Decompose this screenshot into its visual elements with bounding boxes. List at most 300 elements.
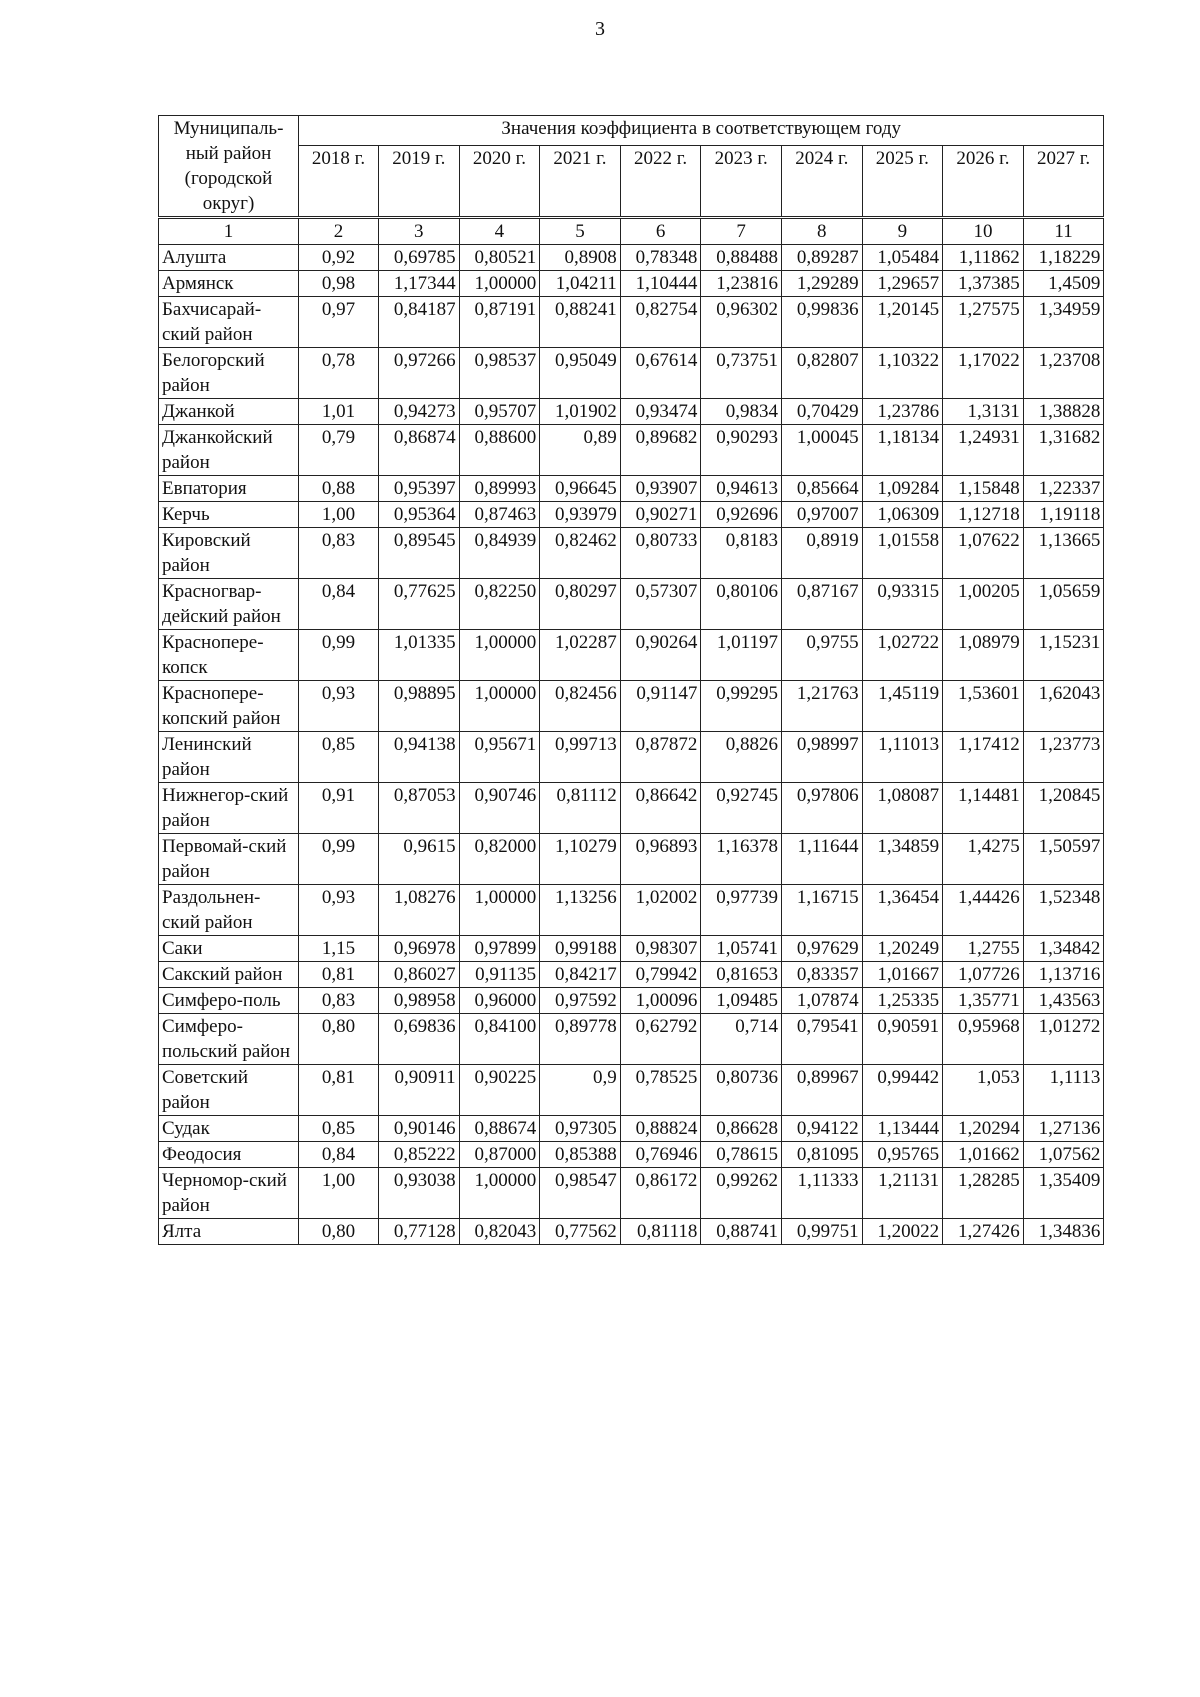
coefficient-value: 1,24931 xyxy=(943,425,1024,476)
coefficient-value: 1,29657 xyxy=(862,271,943,297)
coefficient-value: 0,86628 xyxy=(701,1116,782,1142)
coefficient-value: 0,92696 xyxy=(701,502,782,528)
column-number: 1 xyxy=(159,218,299,245)
coefficient-value: 1,45119 xyxy=(862,681,943,732)
coefficient-value: 0,81112 xyxy=(540,783,621,834)
coefficient-value: 0,73751 xyxy=(701,348,782,399)
coefficient-value: 0,97806 xyxy=(781,783,862,834)
coefficient-value: 1,52348 xyxy=(1023,885,1104,936)
coefficient-value: 0,87167 xyxy=(781,579,862,630)
coefficient-value: 1,10322 xyxy=(862,348,943,399)
coefficient-value: 1,00000 xyxy=(459,271,540,297)
coefficient-value: 1,37385 xyxy=(943,271,1024,297)
coefficient-value: 1,11013 xyxy=(862,732,943,783)
coefficient-value: 0,80 xyxy=(299,1219,379,1245)
coefficient-value: 0,91147 xyxy=(620,681,701,732)
coefficient-value: 1,53601 xyxy=(943,681,1024,732)
coefficient-value: 0,9834 xyxy=(701,399,782,425)
table-row xyxy=(159,348,1104,399)
coefficient-value: 1,38828 xyxy=(1023,399,1104,425)
coefficient-value: 0,62792 xyxy=(620,1014,701,1065)
coefficient-value: 0,89545 xyxy=(379,528,460,579)
municipality-name: Симферо-поль xyxy=(159,988,299,1014)
coefficient-value: 1,01197 xyxy=(701,630,782,681)
coefficient-value: 1,43563 xyxy=(1023,988,1104,1014)
coefficient-value: 0,94613 xyxy=(701,476,782,502)
coefficient-value: 1,21131 xyxy=(862,1168,943,1219)
coefficient-value: 0,85664 xyxy=(781,476,862,502)
coefficient-value: 1,07726 xyxy=(943,962,1024,988)
table-row xyxy=(159,630,1104,681)
column-number: 5 xyxy=(540,218,621,245)
table-row xyxy=(159,528,1104,579)
coefficient-value: 0,94122 xyxy=(781,1116,862,1142)
coefficient-value: 1,05659 xyxy=(1023,579,1104,630)
coefficient-value: 0,89778 xyxy=(540,1014,621,1065)
coefficient-value: 1,28285 xyxy=(943,1168,1024,1219)
municipality-name: Евпатория xyxy=(159,476,299,502)
coefficient-value: 1,09485 xyxy=(701,988,782,1014)
coefficient-value: 1,34959 xyxy=(1023,297,1104,348)
coefficient-value: 1,3131 xyxy=(943,399,1024,425)
coefficient-value: 1,01272 xyxy=(1023,1014,1104,1065)
coefficient-value: 0,84 xyxy=(299,579,379,630)
years-row xyxy=(159,146,1104,218)
coefficient-value: 0,90591 xyxy=(862,1014,943,1065)
coefficient-value: 0,86172 xyxy=(620,1168,701,1219)
year-header: 2020 г. xyxy=(459,146,540,218)
column-number: 8 xyxy=(781,218,862,245)
coefficient-value: 0,82462 xyxy=(540,528,621,579)
coefficient-value: 1,2755 xyxy=(943,936,1024,962)
coefficient-value: 0,9755 xyxy=(781,630,862,681)
coefficient-value: 0,8919 xyxy=(781,528,862,579)
year-header: 2018 г. xyxy=(299,146,379,218)
coefficient-value: 1,34859 xyxy=(862,834,943,885)
coefficient-value: 0,67614 xyxy=(620,348,701,399)
coefficient-value: 1,20022 xyxy=(862,1219,943,1245)
coefficient-value: 0,96302 xyxy=(701,297,782,348)
coefficient-value: 1,09284 xyxy=(862,476,943,502)
table-row xyxy=(159,502,1104,528)
coefficient-value: 0,99751 xyxy=(781,1219,862,1245)
column-number: 11 xyxy=(1023,218,1104,245)
coefficient-value: 0,95707 xyxy=(459,399,540,425)
coefficient-value: 0,89682 xyxy=(620,425,701,476)
coefficient-value: 0,99442 xyxy=(862,1065,943,1116)
coefficient-value: 1,00205 xyxy=(943,579,1024,630)
coefficient-value: 1,00 xyxy=(299,1168,379,1219)
coefficient-value: 1,08979 xyxy=(943,630,1024,681)
coefficient-value: 0,95765 xyxy=(862,1142,943,1168)
coefficient-value: 0,80106 xyxy=(701,579,782,630)
year-header: 2019 г. xyxy=(379,146,460,218)
coefficient-value: 1,20845 xyxy=(1023,783,1104,834)
year-header: 2021 г. xyxy=(540,146,621,218)
coefficient-table xyxy=(158,115,1104,1245)
coefficient-value: 0,81653 xyxy=(701,962,782,988)
coefficient-value: 1,23773 xyxy=(1023,732,1104,783)
table-row xyxy=(159,271,1104,297)
coefficient-value: 0,97305 xyxy=(540,1116,621,1142)
coefficient-value: 0,90264 xyxy=(620,630,701,681)
coefficient-value: 1,27136 xyxy=(1023,1116,1104,1142)
coefficient-value: 0,85 xyxy=(299,732,379,783)
municipality-name: Кировский район xyxy=(159,528,299,579)
table-row xyxy=(159,936,1104,962)
coefficient-value: 0,83 xyxy=(299,528,379,579)
coefficient-value: 0,79 xyxy=(299,425,379,476)
coefficient-value: 1,13665 xyxy=(1023,528,1104,579)
coefficient-value: 0,86027 xyxy=(379,962,460,988)
coefficient-value: 0,97899 xyxy=(459,936,540,962)
coefficient-value: 1,1113 xyxy=(1023,1065,1104,1116)
coefficient-value: 0,90146 xyxy=(379,1116,460,1142)
table-row xyxy=(159,681,1104,732)
coefficient-value: 1,01558 xyxy=(862,528,943,579)
table-row xyxy=(159,834,1104,885)
coefficient-value: 0,87053 xyxy=(379,783,460,834)
coefficient-value: 0,94273 xyxy=(379,399,460,425)
coefficient-value: 1,22337 xyxy=(1023,476,1104,502)
coefficient-value: 1,00 xyxy=(299,502,379,528)
coefficient-value: 0,8183 xyxy=(701,528,782,579)
coefficient-value: 0,85 xyxy=(299,1116,379,1142)
coefficient-value: 0,90911 xyxy=(379,1065,460,1116)
coefficient-value: 0,86642 xyxy=(620,783,701,834)
coefficient-value: 0,99713 xyxy=(540,732,621,783)
coefficient-value: 1,05741 xyxy=(701,936,782,962)
coefficient-value: 0,88824 xyxy=(620,1116,701,1142)
coefficient-value: 0,78 xyxy=(299,348,379,399)
coefficient-value: 0,57307 xyxy=(620,579,701,630)
coefficient-value: 1,23786 xyxy=(862,399,943,425)
table-row xyxy=(159,579,1104,630)
year-header: 2022 г. xyxy=(620,146,701,218)
coefficient-value: 0,88600 xyxy=(459,425,540,476)
coefficient-value: 0,87191 xyxy=(459,297,540,348)
municipality-name: Раздольнен-ский район xyxy=(159,885,299,936)
coefficient-value: 0,95049 xyxy=(540,348,621,399)
table-row xyxy=(159,962,1104,988)
municipality-name: Керчь xyxy=(159,502,299,528)
coefficient-value: 1,08087 xyxy=(862,783,943,834)
coefficient-value: 0,84100 xyxy=(459,1014,540,1065)
coefficient-value: 0,69785 xyxy=(379,245,460,271)
column-number: 4 xyxy=(459,218,540,245)
coefficient-value: 0,99262 xyxy=(701,1168,782,1219)
municipality-header: Муниципаль-ный район (городской округ) xyxy=(159,116,299,218)
coefficient-value: 0,89993 xyxy=(459,476,540,502)
municipality-name: Нижнегор-ский район xyxy=(159,783,299,834)
municipality-name: Сакский район xyxy=(159,962,299,988)
table-row xyxy=(159,1014,1104,1065)
coefficient-value: 0,80733 xyxy=(620,528,701,579)
coefficient-value: 1,15 xyxy=(299,936,379,962)
coefficient-value: 0,84 xyxy=(299,1142,379,1168)
table-row xyxy=(159,399,1104,425)
coefficient-value: 0,88 xyxy=(299,476,379,502)
coefficient-value: 0,90293 xyxy=(701,425,782,476)
coefficient-value: 0,97629 xyxy=(781,936,862,962)
year-header: 2023 г. xyxy=(701,146,782,218)
coefficient-value: 0,93038 xyxy=(379,1168,460,1219)
coefficient-value: 0,98307 xyxy=(620,936,701,962)
coefficient-value: 0,70429 xyxy=(781,399,862,425)
coefficient-value: 1,18134 xyxy=(862,425,943,476)
column-number: 2 xyxy=(299,218,379,245)
coefficient-value: 0,83357 xyxy=(781,962,862,988)
coefficient-value: 0,82456 xyxy=(540,681,621,732)
municipality-name: Черномор-ский район xyxy=(159,1168,299,1219)
coefficient-value: 0,87463 xyxy=(459,502,540,528)
coefficient-value: 0,81118 xyxy=(620,1219,701,1245)
coefficient-value: 0,89 xyxy=(540,425,621,476)
municipality-name: Симферо-польский район xyxy=(159,1014,299,1065)
coefficient-value: 0,93 xyxy=(299,681,379,732)
coefficient-value: 1,01662 xyxy=(943,1142,1024,1168)
coefficient-value: 0,69836 xyxy=(379,1014,460,1065)
coefficient-value: 1,11333 xyxy=(781,1168,862,1219)
coefficient-value: 0,83 xyxy=(299,988,379,1014)
table-row xyxy=(159,885,1104,936)
coefficient-value: 0,96978 xyxy=(379,936,460,962)
coefficient-value: 0,85222 xyxy=(379,1142,460,1168)
coefficient-value: 1,08276 xyxy=(379,885,460,936)
table-row xyxy=(159,988,1104,1014)
coefficient-value: 0,78615 xyxy=(701,1142,782,1168)
municipality-name: Алушта xyxy=(159,245,299,271)
coefficient-value: 1,62043 xyxy=(1023,681,1104,732)
coefficient-value: 0,91135 xyxy=(459,962,540,988)
coefficient-value: 0,82043 xyxy=(459,1219,540,1245)
coefficient-value: 1,4275 xyxy=(943,834,1024,885)
coefficient-value: 1,11644 xyxy=(781,834,862,885)
coefficient-value: 1,10444 xyxy=(620,271,701,297)
coefficient-value: 0,96000 xyxy=(459,988,540,1014)
municipality-name: Армянск xyxy=(159,271,299,297)
coefficient-value: 0,82250 xyxy=(459,579,540,630)
municipality-name: Ленинский район xyxy=(159,732,299,783)
coefficient-value: 0,90225 xyxy=(459,1065,540,1116)
coefficient-value: 1,13716 xyxy=(1023,962,1104,988)
coefficient-value: 0,97266 xyxy=(379,348,460,399)
coefficient-value: 1,34836 xyxy=(1023,1219,1104,1245)
coefficient-value: 1,15231 xyxy=(1023,630,1104,681)
coefficient-value: 1,20249 xyxy=(862,936,943,962)
coefficient-value: 0,97739 xyxy=(701,885,782,936)
table-row xyxy=(159,1219,1104,1245)
coefficient-value: 0,89287 xyxy=(781,245,862,271)
table-row xyxy=(159,783,1104,834)
coefficient-value: 0,81095 xyxy=(781,1142,862,1168)
coefficient-value: 0,77128 xyxy=(379,1219,460,1245)
coefficient-value: 0,82807 xyxy=(781,348,862,399)
coefficient-value: 1,02002 xyxy=(620,885,701,936)
coefficient-value: 1,31682 xyxy=(1023,425,1104,476)
coefficient-value: 0,93979 xyxy=(540,502,621,528)
column-number: 10 xyxy=(943,218,1024,245)
coefficient-value: 0,97592 xyxy=(540,988,621,1014)
page-number: 3 xyxy=(595,18,605,40)
coefficient-value: 1,20294 xyxy=(943,1116,1024,1142)
coefficient-value: 0,9615 xyxy=(379,834,460,885)
table-row xyxy=(159,1168,1104,1219)
coefficient-value: 0,79541 xyxy=(781,1014,862,1065)
coefficient-value: 0,93474 xyxy=(620,399,701,425)
coefficient-value: 0,88674 xyxy=(459,1116,540,1142)
municipality-name: Советский район xyxy=(159,1065,299,1116)
municipality-name: Феодосия xyxy=(159,1142,299,1168)
municipality-name: Красногвар-дейский район xyxy=(159,579,299,630)
coefficient-value: 1,35409 xyxy=(1023,1168,1104,1219)
coefficient-value: 1,00000 xyxy=(459,1168,540,1219)
coefficient-value: 0,9 xyxy=(540,1065,621,1116)
coefficient-value: 1,16378 xyxy=(701,834,782,885)
coefficient-value: 1,11862 xyxy=(943,245,1024,271)
municipality-name: Красноперe-копск xyxy=(159,630,299,681)
municipality-name: Ялта xyxy=(159,1219,299,1245)
column-number: 9 xyxy=(862,218,943,245)
municipality-name: Саки xyxy=(159,936,299,962)
coefficient-value: 0,98 xyxy=(299,271,379,297)
coefficient-value: 0,93907 xyxy=(620,476,701,502)
coefficient-value: 1,27426 xyxy=(943,1219,1024,1245)
coefficient-value: 0,98958 xyxy=(379,988,460,1014)
coefficient-value: 1,35771 xyxy=(943,988,1024,1014)
coefficient-value: 1,17344 xyxy=(379,271,460,297)
coefficient-value: 0,97007 xyxy=(781,502,862,528)
coefficient-value: 0,81 xyxy=(299,962,379,988)
municipality-name: Первомай-ский район xyxy=(159,834,299,885)
coefficient-value: 1,01 xyxy=(299,399,379,425)
table-row xyxy=(159,476,1104,502)
coefficient-value: 0,86874 xyxy=(379,425,460,476)
coefficient-value: 0,95968 xyxy=(943,1014,1024,1065)
coefficient-value: 0,80521 xyxy=(459,245,540,271)
coefficient-value: 1,053 xyxy=(943,1065,1024,1116)
coefficient-value: 0,98997 xyxy=(781,732,862,783)
coefficient-value: 0,90271 xyxy=(620,502,701,528)
table-row xyxy=(159,1065,1104,1116)
coefficient-value: 1,17022 xyxy=(943,348,1024,399)
coefficient-value: 0,8908 xyxy=(540,245,621,271)
coefficient-value: 0,99188 xyxy=(540,936,621,962)
coefficient-value: 0,95397 xyxy=(379,476,460,502)
coefficient-value: 0,99 xyxy=(299,630,379,681)
coefficient-value: 1,00000 xyxy=(459,681,540,732)
municipality-name: Судак xyxy=(159,1116,299,1142)
coefficient-value: 0,85388 xyxy=(540,1142,621,1168)
municipality-name: Джанкойский район xyxy=(159,425,299,476)
coefficient-value: 1,34842 xyxy=(1023,936,1104,962)
coefficient-value: 1,07874 xyxy=(781,988,862,1014)
coefficient-value: 0,714 xyxy=(701,1014,782,1065)
coefficient-value: 0,76946 xyxy=(620,1142,701,1168)
coefficient-value: 0,96893 xyxy=(620,834,701,885)
coefficient-value: 0,95671 xyxy=(459,732,540,783)
coefficient-value: 0,88488 xyxy=(701,245,782,271)
coefficient-value: 0,80297 xyxy=(540,579,621,630)
coefficient-value: 0,98547 xyxy=(540,1168,621,1219)
municipality-name: Белогорский район xyxy=(159,348,299,399)
coefficient-value: 1,13444 xyxy=(862,1116,943,1142)
coefficient-value: 1,36454 xyxy=(862,885,943,936)
coefficient-value: 0,92745 xyxy=(701,783,782,834)
coefficient-value: 0,81 xyxy=(299,1065,379,1116)
coefficient-value: 0,93 xyxy=(299,885,379,936)
municipality-name: Бахчисарай-ский район xyxy=(159,297,299,348)
year-header: 2025 г. xyxy=(862,146,943,218)
coefficient-value: 1,20145 xyxy=(862,297,943,348)
coefficient-value: 0,84217 xyxy=(540,962,621,988)
coefficient-value: 0,88241 xyxy=(540,297,621,348)
table-row xyxy=(159,245,1104,271)
table-row xyxy=(159,1142,1104,1168)
column-number: 6 xyxy=(620,218,701,245)
coefficient-value: 0,87000 xyxy=(459,1142,540,1168)
coefficient-value: 1,12718 xyxy=(943,502,1024,528)
coefficient-value: 1,15848 xyxy=(943,476,1024,502)
column-number: 7 xyxy=(701,218,782,245)
coefficient-value: 0,77562 xyxy=(540,1219,621,1245)
coefficient-value: 1,00000 xyxy=(459,885,540,936)
coefficient-value: 0,84187 xyxy=(379,297,460,348)
coefficient-value: 1,00045 xyxy=(781,425,862,476)
table-row xyxy=(159,1116,1104,1142)
coefficient-value: 1,01335 xyxy=(379,630,460,681)
coefficient-value: 1,17412 xyxy=(943,732,1024,783)
coefficient-value: 0,80 xyxy=(299,1014,379,1065)
coefficient-value: 1,19118 xyxy=(1023,502,1104,528)
coefficient-value: 0,90746 xyxy=(459,783,540,834)
coefficient-value: 1,23816 xyxy=(701,271,782,297)
coefficient-value: 1,21763 xyxy=(781,681,862,732)
coefficient-value: 0,87872 xyxy=(620,732,701,783)
municipality-name: Красноперe-копский район xyxy=(159,681,299,732)
table-row xyxy=(159,732,1104,783)
coefficient-value: 1,02287 xyxy=(540,630,621,681)
coefficient-value: 1,27575 xyxy=(943,297,1024,348)
coefficient-value: 1,05484 xyxy=(862,245,943,271)
year-header: 2027 г. xyxy=(1023,146,1104,218)
coefficient-value: 0,80736 xyxy=(701,1065,782,1116)
coefficient-value: 0,78348 xyxy=(620,245,701,271)
coefficient-value: 1,23708 xyxy=(1023,348,1104,399)
coefficient-value: 1,18229 xyxy=(1023,245,1104,271)
coefficient-value: 0,82000 xyxy=(459,834,540,885)
coefficient-value: 1,00096 xyxy=(620,988,701,1014)
coefficient-value: 0,94138 xyxy=(379,732,460,783)
coefficient-value: 0,97 xyxy=(299,297,379,348)
coefficient-value: 0,99 xyxy=(299,834,379,885)
coefficient-value: 0,89967 xyxy=(781,1065,862,1116)
coefficient-value: 0,91 xyxy=(299,783,379,834)
year-header: 2026 г. xyxy=(943,146,1024,218)
coefficient-value: 0,93315 xyxy=(862,579,943,630)
coefficient-value: 1,25335 xyxy=(862,988,943,1014)
coefficient-value: 1,01667 xyxy=(862,962,943,988)
coefficient-value: 0,95364 xyxy=(379,502,460,528)
coefficient-value: 1,07562 xyxy=(1023,1142,1104,1168)
year-header: 2024 г. xyxy=(781,146,862,218)
coefficient-value: 1,04211 xyxy=(540,271,621,297)
coefficient-value: 1,06309 xyxy=(862,502,943,528)
table-row xyxy=(159,297,1104,348)
coefficient-value: 1,10279 xyxy=(540,834,621,885)
coefficient-value: 0,8826 xyxy=(701,732,782,783)
municipality-name: Джанкой xyxy=(159,399,299,425)
